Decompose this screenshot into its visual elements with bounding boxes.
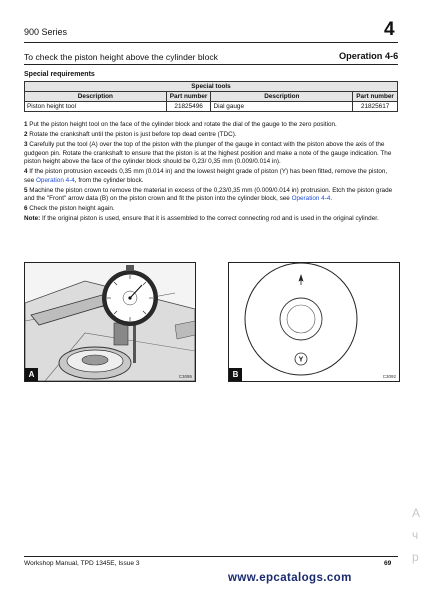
step-item: 2 Rotate the crankshaft until the piston is just before top dead centre (TDC). xyxy=(24,130,237,138)
special-requirements-heading: Special requirements xyxy=(24,71,95,78)
header-rule xyxy=(24,42,398,43)
table-row xyxy=(25,102,398,112)
figure-label: B xyxy=(229,368,242,381)
table-cell: 21825617 xyxy=(353,102,398,112)
figure-code: C3095 xyxy=(178,374,192,379)
step-item: 4 If the piston protrusion exceeds 0,35 mm (0.014 in) and the lowest height grade of piston (Y) has been fitted, remove the piston, see Operation 4-4, from the cylinder block. xyxy=(24,168,388,184)
side-glyph: p xyxy=(412,550,419,564)
column-header: Part number xyxy=(353,92,398,102)
table-cell: Piston height tool xyxy=(25,102,167,112)
footer-rule xyxy=(24,556,398,557)
page-title: To check the piston height above the cylinder block xyxy=(24,52,218,62)
piston-crown-illustration xyxy=(229,263,399,381)
procedure-steps xyxy=(24,121,398,225)
grade-mark-text: Y xyxy=(298,356,304,364)
watermark-url: www.epcatalogs.com xyxy=(228,572,352,584)
operation-number: Operation 4-6 xyxy=(339,51,399,61)
figure-b xyxy=(228,262,400,382)
column-header: Description xyxy=(211,92,353,102)
note: Note: If the original piston is used, ensure that it is assembled to the correct connecting rod and is used in the original cylinder. xyxy=(24,215,379,223)
step-item: 3 Carefully put the tool (A) over the top of the piston with the plunger of the gauge in contact with the piston above the axis of the gudgeon pin. Rotate the crankshaft to ensure that the piston is at the highest position and make a note of the gauge indication. The piston height above the face of the cylinder block should be 0,23/ 0,35 mm (0.009/0.014 in). xyxy=(24,140,392,166)
side-glyph: A xyxy=(412,506,421,520)
table-cell: 21825496 xyxy=(166,102,211,112)
step-item: 5 Machine the piston crown to remove the material in excess of the 0,23/0,35 mm (0.009/0.014 in) protrusion. Etch the piston grade and the "Front" arrow data (B) on the piston crown and fit the piston into the cylinder block, see Operation 4-4. xyxy=(24,186,393,203)
column-header: Description xyxy=(25,92,167,102)
operation-link[interactable]: Operation 4-4 xyxy=(36,176,75,184)
step-item: 1 Put the piston height tool on the face of the cylinder block and rotate the dial of the gauge to the zero position. xyxy=(24,121,337,128)
dial-gauge-illustration xyxy=(25,263,195,381)
figure-a xyxy=(24,262,196,382)
title-rule xyxy=(24,64,398,65)
figure-code: C3092 xyxy=(382,374,396,379)
table-title: Special tools xyxy=(25,82,398,92)
column-header: Part number xyxy=(166,92,211,102)
figure-label: A xyxy=(25,368,38,381)
table-cell: Dial gauge xyxy=(211,102,353,112)
side-glyph: ч xyxy=(412,528,419,542)
chapter-number: 4 xyxy=(384,19,395,40)
special-tools-table xyxy=(24,81,398,112)
footer-manual: Workshop Manual, TPD 1345E, Issue 3 xyxy=(24,560,140,567)
operation-link[interactable]: Operation 4-4 xyxy=(291,195,331,203)
series-title: 900 Series xyxy=(24,27,68,37)
step-item: 6 Check the piston height again. xyxy=(24,205,115,213)
page-number: 69 xyxy=(384,560,392,567)
